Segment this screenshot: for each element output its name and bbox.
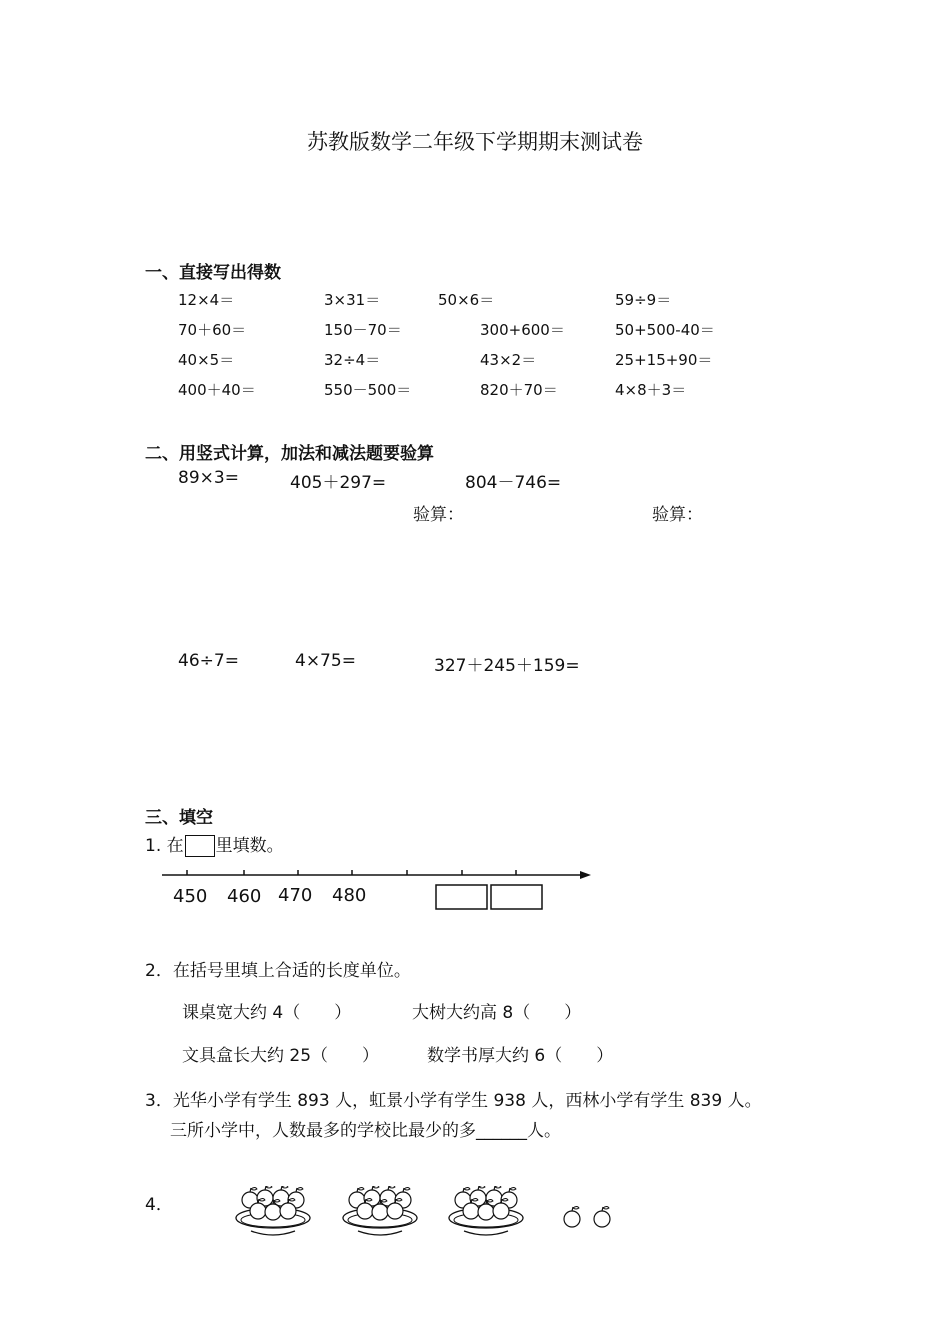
s2-problem: 89×3= xyxy=(178,468,239,488)
s2-problem: 4×75= xyxy=(295,651,356,671)
q1-prefix: 1. 在 xyxy=(145,836,184,856)
s1-problem: 50+500-40＝ xyxy=(615,321,715,339)
q3-line1: 3．光华小学有学生 893 人，虹景小学有学生 938 人，西林小学有学生 839 人。 xyxy=(145,1091,762,1111)
number-line xyxy=(160,862,600,918)
s1-problem: 12×4＝ xyxy=(178,291,235,309)
s2-problem: 405＋297= xyxy=(290,473,387,493)
s1-problem: 50×6＝ xyxy=(438,291,495,309)
s1-problem: 25+15+90＝ xyxy=(615,351,713,369)
s1-problem: 3×31＝ xyxy=(324,291,381,309)
page-title: 苏教版数学二年级下学期期末测试卷 xyxy=(307,130,643,154)
q1-text xyxy=(145,831,284,857)
tick-label: 470 xyxy=(278,885,313,906)
q2-item: 课桌宽大约 4（ ） xyxy=(182,1003,352,1023)
s1-problem: 400＋40＝ xyxy=(178,381,256,399)
answer-box[interactable] xyxy=(491,885,542,909)
blank-box xyxy=(185,835,215,857)
apple-icon xyxy=(594,1207,610,1228)
s1-problem: 32÷4＝ xyxy=(324,351,381,369)
q3-line2: 三所小学中，人数最多的学校比最少的多______人。 xyxy=(170,1121,561,1141)
s1-problem: 300+600＝ xyxy=(480,321,565,339)
s1-problem: 150－70＝ xyxy=(324,321,402,339)
s1-problem: 40×5＝ xyxy=(178,351,235,369)
section2-heading: 二、用竖式计算，加法和减法题要验算 xyxy=(145,444,434,464)
check-label: 验算： xyxy=(652,505,703,525)
s2-problem: 804－746= xyxy=(465,473,562,493)
s1-problem: 59÷9＝ xyxy=(615,291,672,309)
apple-plates-illustration xyxy=(230,1186,630,1246)
q1-suffix: 里填数。 xyxy=(215,836,284,856)
answer-box[interactable] xyxy=(436,885,487,909)
s2-problem: 327＋245＋159= xyxy=(434,656,580,676)
tick-label: 450 xyxy=(173,886,208,907)
q4-label: 4． xyxy=(145,1195,173,1215)
q2-item: 数学书厚大约 6（ ） xyxy=(427,1046,614,1066)
apple-plate xyxy=(236,1186,310,1235)
apple-plate xyxy=(449,1186,523,1235)
s1-problem: 43×2＝ xyxy=(480,351,537,369)
s1-problem: 820＋70＝ xyxy=(480,381,558,399)
s2-problem: 46÷7= xyxy=(178,651,239,671)
tick-label: 480 xyxy=(332,885,367,906)
check-label: 验算： xyxy=(413,505,464,525)
number-line-arrow xyxy=(580,871,591,879)
section3-heading: 三、填空 xyxy=(145,808,213,828)
apple-plate xyxy=(343,1186,417,1235)
q2-text: 2．在括号里填上合适的长度单位。 xyxy=(145,961,411,981)
q2-item: 大树大约高 8（ ） xyxy=(412,1003,582,1023)
q2-item: 文具盒长大约 25（ ） xyxy=(182,1046,380,1066)
s1-problem: 4×8＋3＝ xyxy=(615,381,687,399)
s1-problem: 550－500＝ xyxy=(324,381,412,399)
section1-heading: 一、直接写出得数 xyxy=(145,263,281,283)
s1-problem: 70＋60＝ xyxy=(178,321,247,339)
tick-label: 460 xyxy=(227,886,262,907)
apple-icon xyxy=(564,1207,580,1228)
